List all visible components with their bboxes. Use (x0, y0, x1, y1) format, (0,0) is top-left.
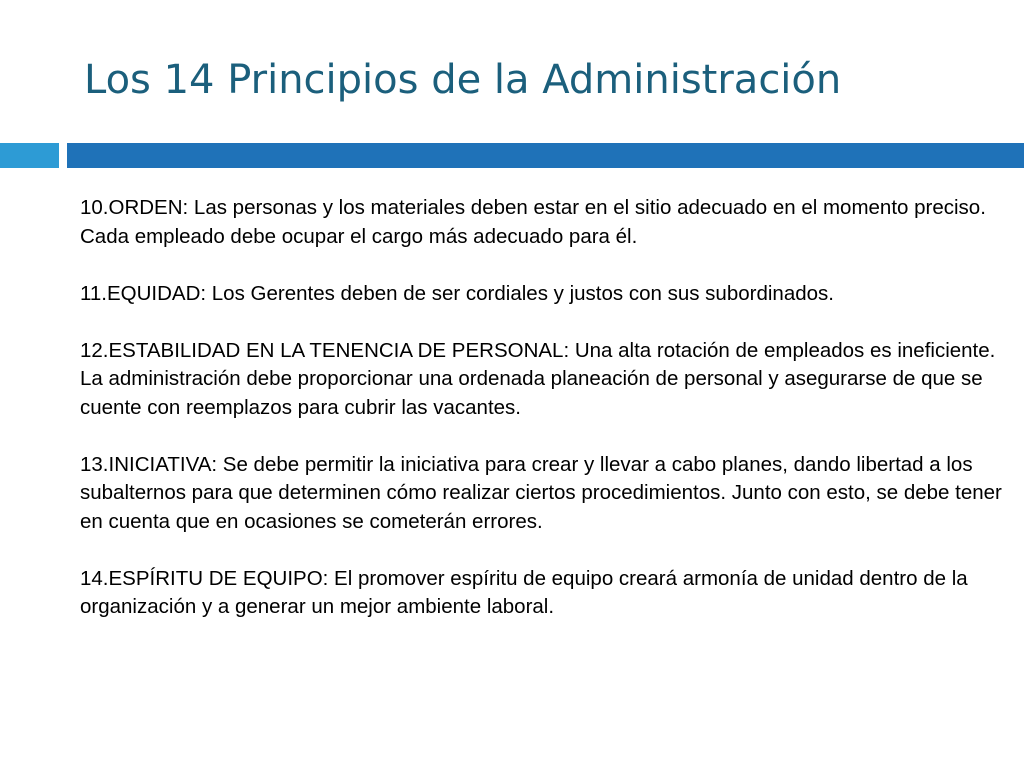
principle-iniciativa: 13.INICIATIVA: Se debe permitir la iniciativa para crear y llevar a cabo planes, dando libertad a los subalternos para que determinen cómo realizar ciertos procedimientos. Junto con esto, se debe tener en cuenta que en ocasiones se cometerán errores. (80, 452, 1002, 533)
accent-bar-small (0, 143, 59, 168)
principle-espiritu-equipo: 14.ESPÍRITU DE EQUIPO: El promover espíritu de equipo creará armonía de unidad dentro de la organización y a generar un mejor ambiente laboral. (80, 566, 968, 618)
principle-orden: 10.ORDEN: Las personas y los materiales deben estar en el sitio adecuado en el momento preciso. Cada empleado debe ocupar el cargo más adecuado para él. (80, 196, 986, 248)
slide-title: Los 14 Principios de la Administración (84, 57, 842, 103)
principle-estabilidad: 12.ESTABILIDAD EN LA TENENCIA DE PERSONAL: Una alta rotación de empleados es ineficiente. La administración debe proporcionar una ordenada planeación de personal y asegurarse de que se cuente con reemplazos para cubrir las vacantes. (80, 338, 996, 419)
principles-list (80, 194, 1015, 622)
principle-equidad: 11.EQUIDAD: Los Gerentes deben de ser cordiales y justos con sus subordinados. (80, 281, 834, 305)
accent-bar-main (67, 143, 1024, 168)
